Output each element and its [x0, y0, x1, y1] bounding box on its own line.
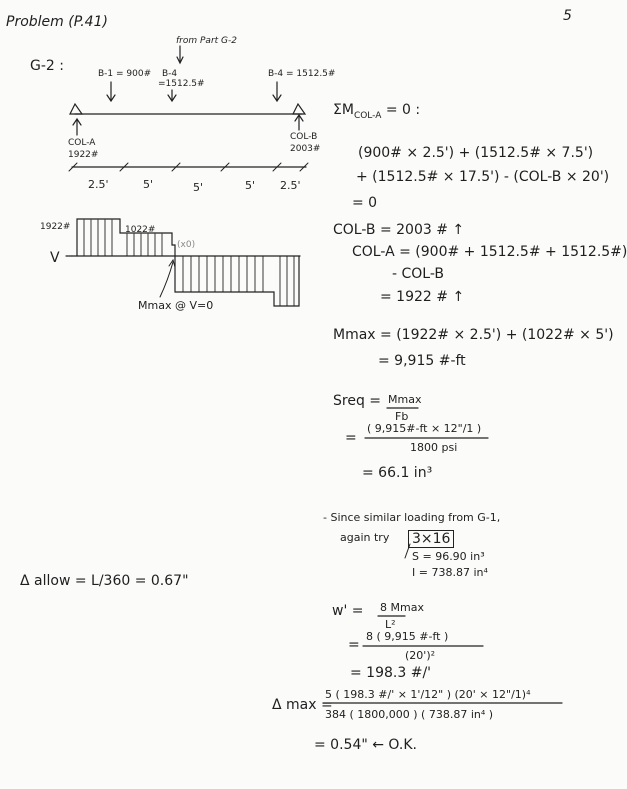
- dmax-label: Δ max =: [272, 697, 333, 713]
- mmax-note: Mmax @ V=0: [138, 299, 214, 312]
- sreq-sub-denominator: 1800 psi: [410, 441, 458, 454]
- similar-loading-note: - Since similar loading from G-1,: [323, 511, 501, 524]
- moment-eq-line3: = 0: [352, 195, 378, 211]
- w-label: w' =: [332, 603, 364, 619]
- w-result: = 198.3 #/': [350, 665, 432, 681]
- load-b4-left: B-4: [162, 69, 178, 79]
- w-sub-denominator: (20')²: [405, 649, 436, 662]
- girder-label: G-2 :: [30, 58, 64, 74]
- sreq-label: Sreq =: [333, 393, 382, 409]
- support-b-label: COL-B: [290, 132, 318, 142]
- w-numerator: 8 Mmax: [380, 601, 424, 614]
- load-b4-left-value: =1512.5#: [158, 79, 205, 89]
- moment-eq-line2: + (1512.5# × 17.5') - (COL-B × 20'): [356, 169, 610, 185]
- section-modulus: S = 96.90 in³: [412, 550, 485, 563]
- again-try-label: again try: [340, 531, 390, 544]
- support-a-label: COL-A: [68, 138, 96, 148]
- w-equals: =: [348, 637, 360, 653]
- sreq-denominator: Fb: [395, 410, 409, 423]
- support-b-value: 2003#: [290, 144, 321, 154]
- shear-hatch-positive: [84, 220, 162, 256]
- moment-eq-line1: (900# × 2.5') + (1512.5# × 7.5'): [358, 145, 594, 161]
- dmax-result: = 0.54" ← O.K.: [314, 737, 417, 753]
- sum-moment: $\Sigma M_{COL-A} = 0$ :: [333, 102, 421, 121]
- shear-value-3: (x0): [177, 240, 196, 250]
- col-b-result: COL-B = 2003 # ↑: [333, 222, 465, 238]
- support-a-value: 1922#: [68, 150, 99, 160]
- mmax-result: = 9,915 #-ft: [378, 353, 466, 369]
- w-denominator: L²: [385, 618, 396, 631]
- w-sub-numerator: 8 ( 9,915 #-ft ): [366, 630, 449, 643]
- span-3: 5': [193, 181, 204, 194]
- sreq-result: = 66.1 in³: [362, 465, 433, 481]
- col-a-eq-line1: COL-A = (900# + 1512.5# + 1512.5#): [352, 244, 627, 260]
- section-choice: 3×16: [408, 530, 454, 548]
- mmax-eq: Mmax = (1922# × 2.5') + (1022# × 5'): [333, 327, 614, 343]
- load-b4-right: B-4 = 1512.5#: [268, 69, 336, 79]
- span-2: 5': [143, 178, 154, 191]
- sreq-numerator: Mmax: [388, 393, 422, 406]
- col-a-eq-line2: - COL-B: [392, 266, 445, 282]
- allowable-deflection: Δ allow = L/360 = 0.67": [20, 573, 189, 589]
- sreq-equals: =: [345, 430, 357, 446]
- support-b-triangle: [293, 104, 305, 114]
- support-a-triangle: [70, 104, 82, 114]
- span-1: 2.5': [88, 178, 109, 191]
- dmax-numerator: 5 ( 198.3 #/' × 1'/12" ) (20' × 12"/1)⁴: [325, 688, 531, 701]
- from-note: from Part G-2: [176, 36, 237, 46]
- shear-hatch-negative: [183, 256, 294, 306]
- span-5: 2.5': [280, 179, 301, 192]
- shear-value-1: 1922#: [40, 222, 71, 232]
- moment-of-inertia: I = 738.87 in⁴: [412, 566, 488, 579]
- sreq-sub-numerator: ( 9,915#-ft × 12"/1 ): [367, 422, 482, 435]
- load-b1: B-1 = 900#: [98, 69, 152, 79]
- page-number: 5: [563, 8, 572, 24]
- shear-value-2: 1022#: [125, 225, 156, 235]
- dmax-denominator: 384 ( 1800,000 ) ( 738.87 in⁴ ): [325, 708, 494, 721]
- page-heading: Problem (P.41): [6, 14, 108, 30]
- shear-outline: [77, 219, 299, 306]
- shear-axis-label: V: [50, 250, 60, 266]
- span-4: 5': [245, 179, 256, 192]
- col-a-result: = 1922 # ↑: [380, 289, 465, 305]
